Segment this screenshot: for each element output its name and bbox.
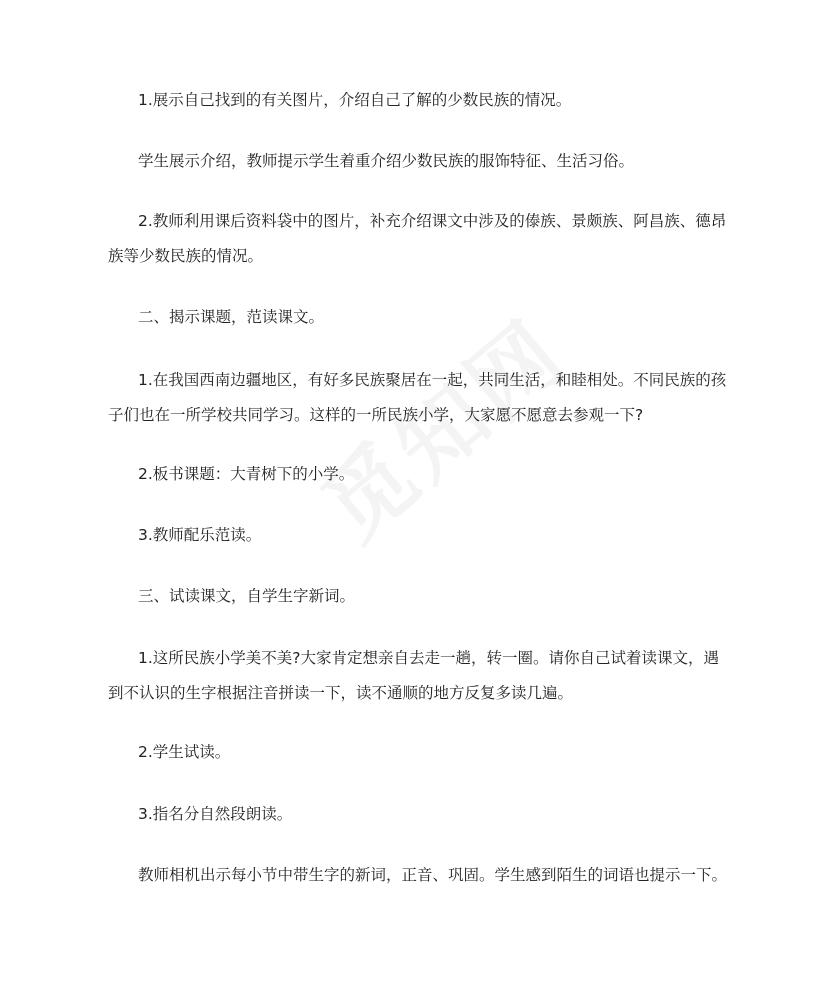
paragraph-line: 2.板书课题：大青树下的小学。 <box>138 465 355 483</box>
paragraph-line: 1.这所民族小学美不美?大家肯定想亲自去走一趟，转一圈。请你自己试着读课文，遇 <box>138 649 720 667</box>
paragraph-line: 1.在我国西南边疆地区，有好多民族聚居在一起，共同生活，和睦相处。不同民族的孩 <box>138 371 727 389</box>
paragraph-line: 1.展示自己找到的有关图片，介绍自己了解的少数民族的情况。 <box>138 91 572 109</box>
paragraph-line: 二、揭示课题，范读课文。 <box>138 308 325 326</box>
paragraph-line: 族等少数民族的情况。 <box>108 247 264 265</box>
paragraph-line: 到不认识的生字根据注音拼读一下，读不通顺的地方反复多读几遍。 <box>108 684 574 702</box>
paragraph-line: 子们也在一所学校共同学习。这样的一所民族小学，大家愿不愿意去参观一下? <box>108 406 644 424</box>
watermark <box>292 300 568 559</box>
paragraph-line: 3.指名分自然段朗读。 <box>138 805 293 823</box>
paragraph-line: 2.学生试读。 <box>138 743 231 761</box>
paragraph-line: 教师相机出示每小节中带生字的新词，正音、巩固。学生感到陌生的词语也提示一下。 <box>138 866 728 884</box>
paragraph-line: 3.教师配乐范读。 <box>138 526 262 544</box>
paragraph-line: 三、试读课文，自学生字新词。 <box>138 587 356 605</box>
paragraph-line: 2.教师利用课后资料袋中的图片，补充介绍课文中涉及的傣族、景颇族、阿昌族、德昂 <box>138 212 727 230</box>
paragraph-line: 学生展示介绍，教师提示学生着重介绍少数民族的服饰特征、生活习俗。 <box>138 152 635 170</box>
